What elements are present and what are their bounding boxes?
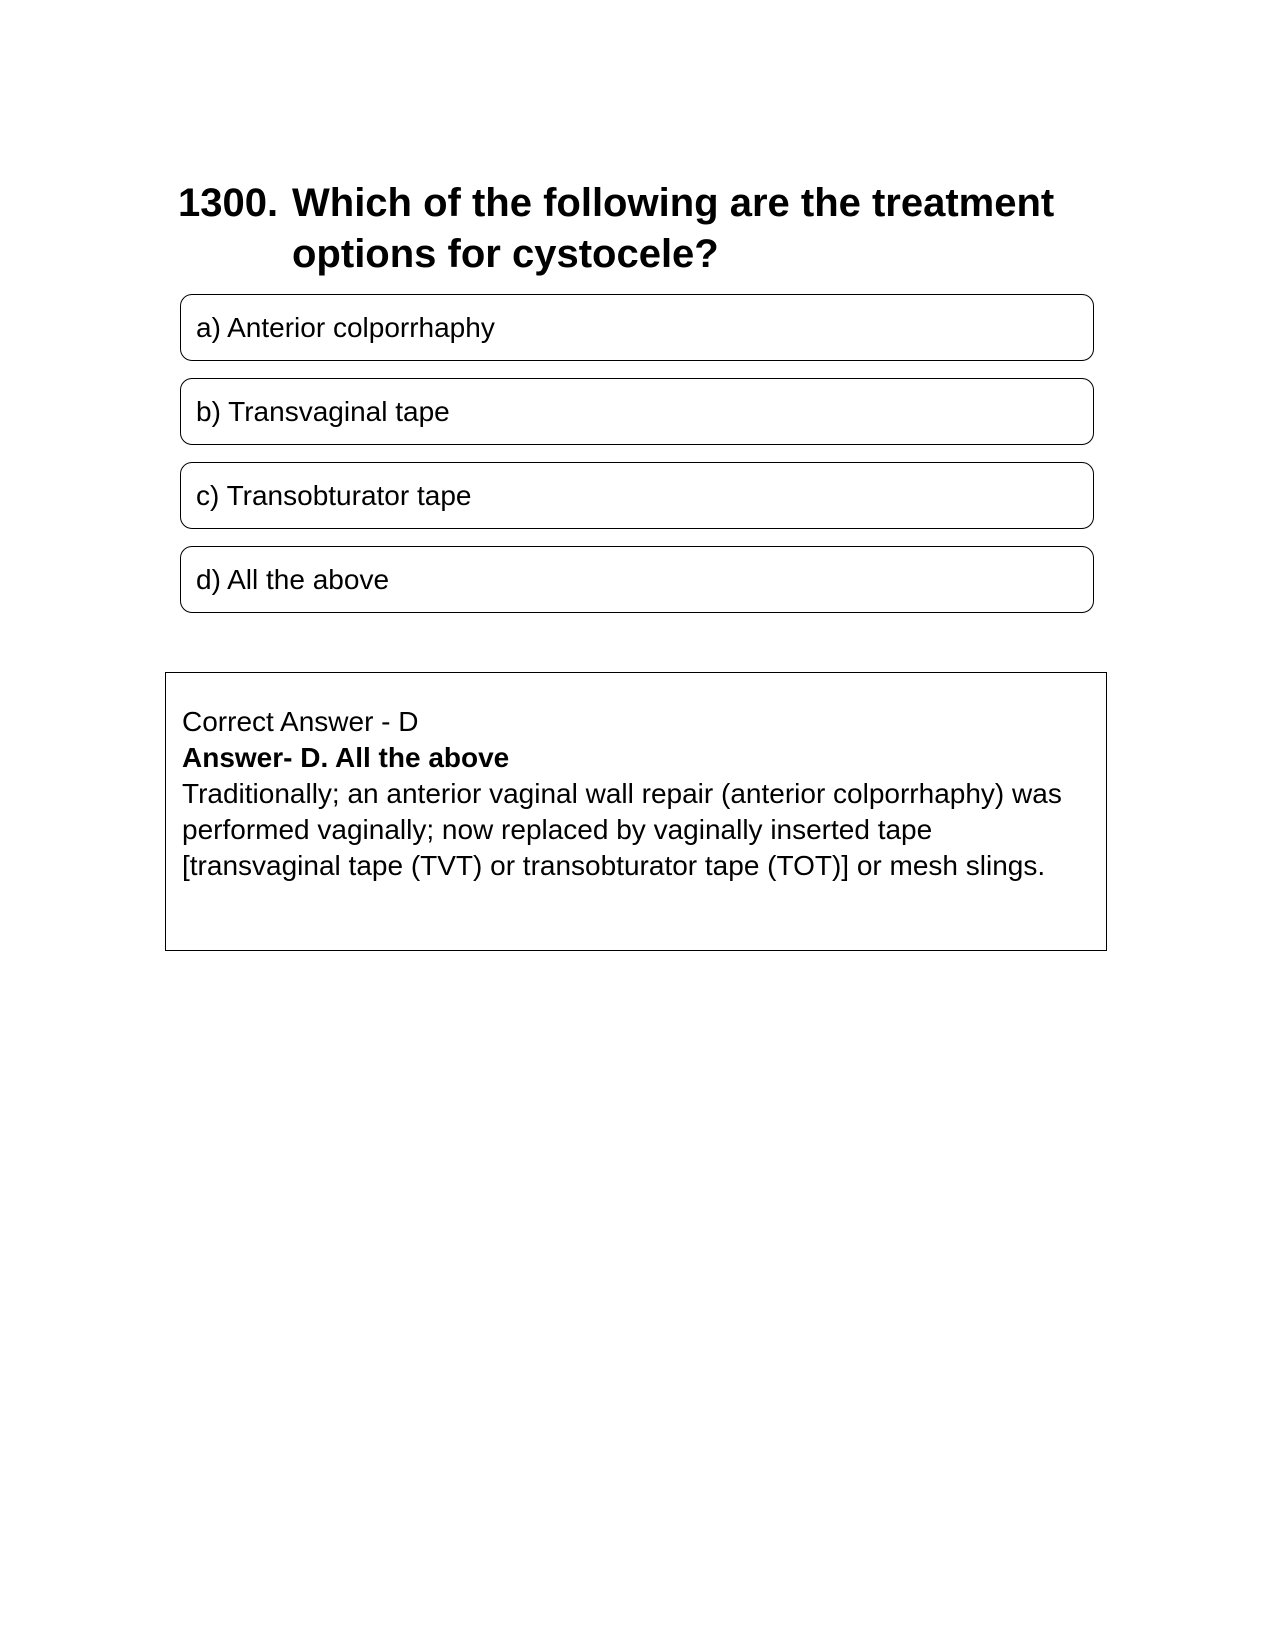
correct-answer-line: Correct Answer - D	[182, 706, 419, 737]
option-label: c) Transobturator tape	[196, 479, 472, 511]
question-heading	[178, 178, 1098, 280]
option-label: a) Anterior colporrhaphy	[196, 311, 495, 343]
option-label: d) All the above	[196, 563, 390, 595]
answer-box	[165, 672, 1107, 951]
option-d[interactable]	[180, 546, 1094, 613]
option-b[interactable]	[180, 378, 1094, 445]
question-text: Which of the following are the treatment options for cystocele?	[292, 181, 1055, 276]
answer-heading: Answer- D. All the above	[182, 742, 510, 773]
option-a[interactable]	[180, 294, 1094, 361]
option-c[interactable]	[180, 462, 1094, 529]
options-list	[180, 294, 1094, 630]
answer-explanation: Traditionally; an anterior vaginal wall repair (anterior colporrhaphy) was performed vaginally; now replaced by vaginally inserted tape [transvaginal tape (TVT) or transobturator tape (TOT)] or mesh slings.	[182, 778, 1062, 881]
option-label: b) Transvaginal tape	[196, 395, 450, 427]
question-number: 1300.	[178, 181, 279, 225]
